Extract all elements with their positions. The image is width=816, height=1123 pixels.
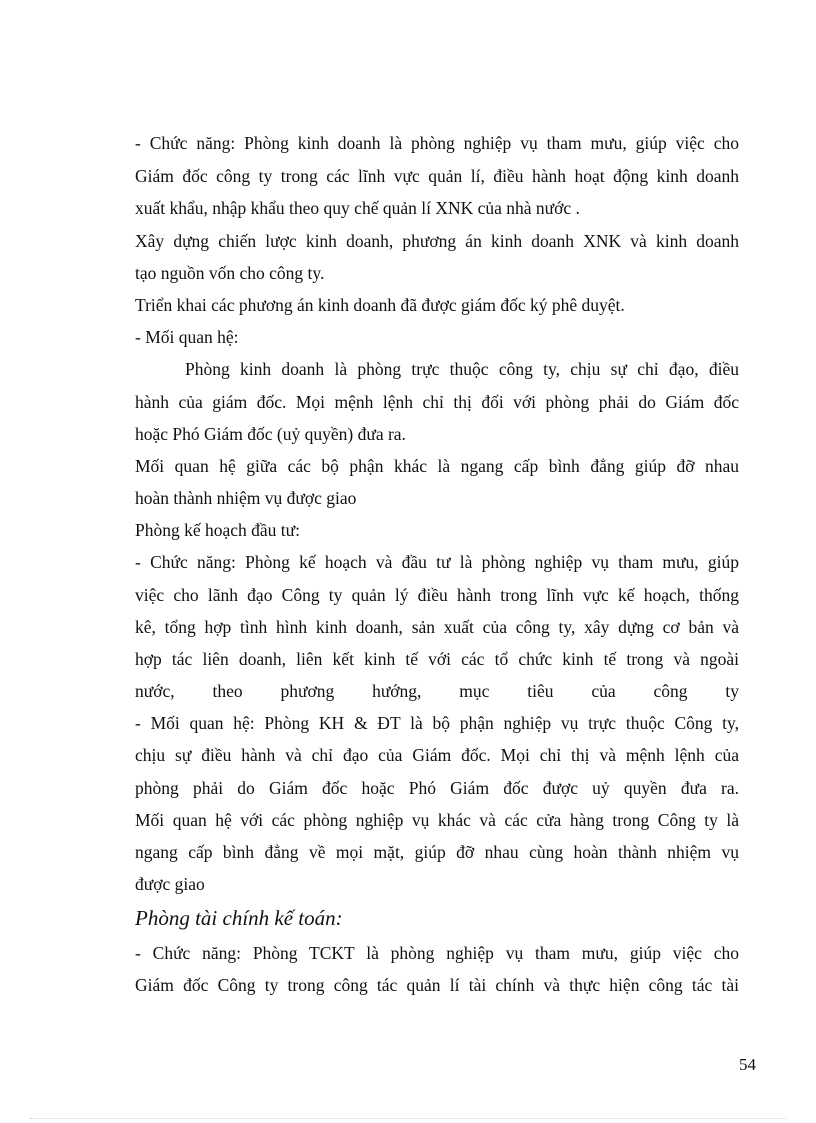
text-line: tạo nguồn vốn cho công ty. [135, 263, 325, 283]
text-line: Giám đốc Công ty trong công tác quản lí tài chính và thực hiện công tác tài [135, 975, 739, 995]
text-line: Mối quan hệ với các phòng nghiệp vụ khác và các cửa hàng trong Công ty là [135, 810, 739, 830]
page-bottom-divider [30, 1118, 786, 1119]
text-line: chịu sự điều hành và chỉ đạo của Giám đốc. Mọi chỉ thị và mệnh lệnh của [135, 745, 739, 765]
text-line: Giám đốc công ty trong các lĩnh vực quản lí, điều hành hoạt động kinh doanh [135, 166, 739, 186]
text-line: việc cho lãnh đạo Công ty quản lý điều hành trong lĩnh vực kế hoạch, thống [135, 585, 739, 605]
section-label: Phòng kế hoạch đầu tư: [135, 520, 301, 540]
text-line: xuất khẩu, nhập khẩu theo quy chế quản lí XNK của nhà nước . [135, 198, 580, 218]
text-line: hành của giám đốc. Mọi mệnh lệnh chỉ thị đối với phòng phải do Giám đốc [135, 392, 739, 412]
text-line: Triển khai các phương án kinh doanh đã được giám đốc ký phê duyệt. [135, 295, 625, 315]
text-line: - Mối quan hệ: Phòng KH & ĐT là bộ phận nghiệp vụ trực thuộc Công ty, [135, 713, 739, 733]
text-line: được giao [135, 874, 205, 894]
page-number: 54 [739, 1055, 756, 1074]
text-line: - Chức năng: Phòng TCKT là phòng nghiệp vụ tham mưu, giúp việc cho [135, 943, 739, 963]
text-line: hợp tác liên doanh, liên kết kinh tế với các tổ chức kinh tế trong và ngoài [135, 649, 739, 669]
text-line: Mối quan hệ giữa các bộ phận khác là ngang cấp bình đẳng giúp đỡ nhau [135, 456, 739, 476]
text-line: - Chức năng: Phòng kinh doanh là phòng nghiệp vụ tham mưu, giúp việc cho [135, 133, 739, 153]
text-line: ngang cấp bình đẳng về mọi mặt, giúp đỡ nhau cùng hoàn thành nhiệm vụ [135, 842, 739, 862]
text-line: phòng phải do Giám đốc hoặc Phó Giám đốc được uỷ quyền đưa ra. [135, 778, 739, 798]
text-line: kê, tổng hợp tình hình kinh doanh, sản xuất của công ty, xây dựng cơ bản và [135, 617, 739, 637]
section-heading: Phòng tài chính kế toán: [135, 906, 343, 930]
text-line: hoàn thành nhiệm vụ được giao [135, 488, 357, 508]
text-line: - Mối quan hệ: [135, 327, 239, 347]
text-line: nước, theo phương hướng, mục tiêu của công ty [135, 681, 739, 701]
text-line: Xây dựng chiến lược kinh doanh, phương án kinh doanh XNK và kinh doanh [135, 231, 739, 251]
text-line: hoặc Phó Giám đốc (uỷ quyền) đưa ra. [135, 424, 406, 444]
text-line: - Chức năng: Phòng kế hoạch và đầu tư là phòng nghiệp vụ tham mưu, giúp [135, 552, 739, 572]
text-line: Phòng kinh doanh là phòng trực thuộc công ty, chịu sự chỉ đạo, điều [185, 359, 739, 379]
